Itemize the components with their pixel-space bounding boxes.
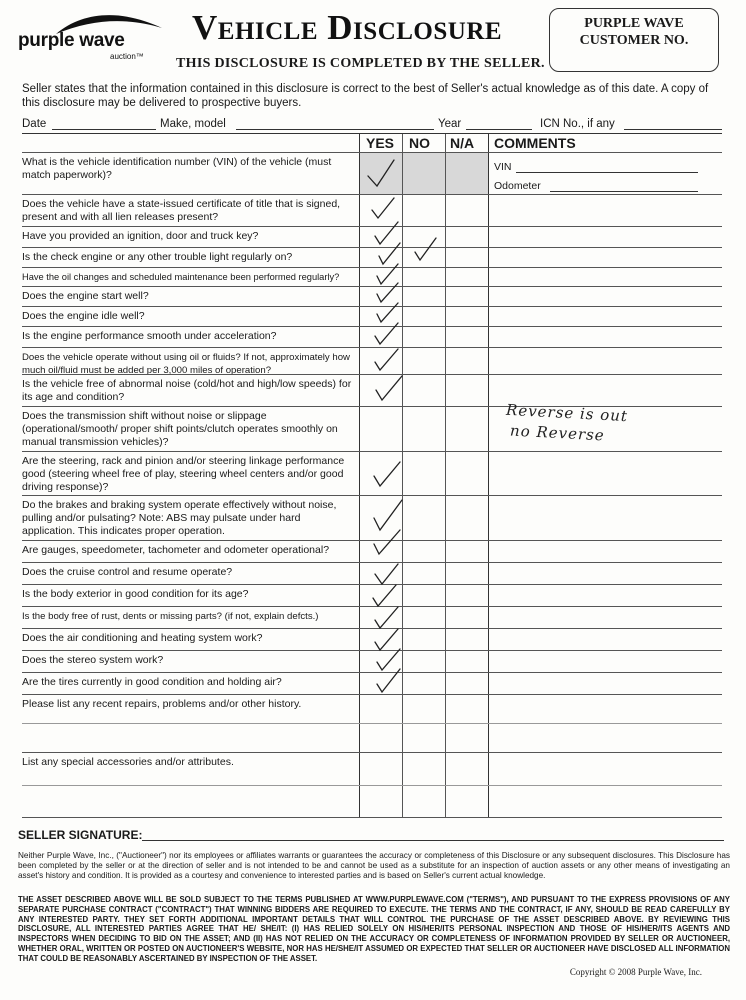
question-text: Does the vehicle operate without using oil or fluids? If not, approximately how much oil/fluid must be added per 3,000 miles of operation?: [22, 352, 350, 376]
question-text: Does the cruise control and resume operate?: [22, 566, 233, 578]
question-text: Does the transmission shift without noise or slippage (operational/smooth/ proper shift points/clutch operates smoothly on manual transmission vehicles)?: [22, 410, 338, 448]
column-no: NO: [409, 135, 430, 151]
header-fields: [22, 118, 722, 134]
question-text: Please list any recent repairs, problems and/or other history.: [22, 698, 302, 710]
question-text: Is the engine performance smooth under acceleration?: [22, 330, 277, 342]
handwritten-comment-line1: Reverse is out: [505, 400, 629, 426]
customer-box-line2: CUSTOMER NO.: [579, 33, 689, 48]
column-yes: YES: [366, 135, 395, 151]
odometer-label: Odometer: [494, 180, 541, 192]
checkmark-icon: [372, 372, 406, 406]
odometer-field[interactable]: [550, 191, 698, 192]
disclaimer-text: Neither Purple Wave, Inc., ("Auctioneer") nor its employees or affiliates warrants or guarantees the accuracy or completeness of this Disclosure or any subsequent disclosures. This Disclosure has been completed by the seller or at the direction of seller and is not intended to be and cannot be used as a substitute for an inspection of auction assets or any other means of investigating an asset's history and condition. It is provided as a courtesy and convenience to interested parties and is based on Seller's current actual knowledge.: [18, 851, 730, 880]
question-text: Is the check engine or any other trouble light regularly on?: [22, 251, 293, 263]
logo-sub: auction™: [110, 52, 144, 61]
logo-wordmark: purple wave: [18, 30, 125, 51]
question-text: List any special accessories and/or attributes.: [22, 756, 234, 768]
seller-signature-label: SELLER SIGNATURE:: [18, 828, 143, 842]
question-text: What is the vehicle identification number (VIN) of the vehicle (must match paperwork)?: [22, 156, 332, 181]
question-row: [22, 267, 722, 286]
intro-statement: Seller states that the information contained in this disclosure is correct to the best of Seller's actual knowledge as of this date. A copy of this disclosure may be delivered to prospective buyers.: [22, 83, 709, 109]
question-row: [22, 247, 722, 267]
question-text: Does the air conditioning and heating system work?: [22, 632, 263, 644]
question-text: Have you provided an ignition, door and truck key?: [22, 230, 259, 242]
customer-box-line1: PURPLE WAVE: [584, 16, 684, 31]
question-text: Is the vehicle free of abnormal noise (cold/hot and high/low speeds) for its age and condition?: [22, 378, 352, 403]
page-title: Vehicle Disclosure: [192, 8, 503, 47]
table-header-row: [22, 133, 722, 152]
customer-number-box[interactable]: [549, 8, 719, 72]
vin-field[interactable]: [516, 172, 698, 173]
purple-wave-logo: [14, 14, 164, 62]
checkmark-icon: [364, 156, 398, 190]
date-label: Date: [22, 118, 47, 130]
copyright: Copyright © 2008 Purple Wave, Inc.: [569, 967, 702, 977]
column-na: N/A: [450, 135, 475, 151]
history-line[interactable]: [22, 723, 722, 724]
question-text: Does the engine idle well?: [22, 310, 145, 322]
question-text: Do the brakes and braking system operate effectively without noise, pulling and/or pulsating? Note: ABS may pulsate under hard application. This indicates proper operation.: [22, 499, 337, 537]
checkmark-icon: [412, 234, 440, 264]
question-text: Does the stereo system work?: [22, 654, 164, 666]
checkmark-icon: [374, 666, 404, 696]
year-label: Year: [438, 118, 462, 130]
question-text: Is the body free of rust, dents or missing parts? (if not, explain defcts.): [22, 611, 319, 622]
icn-field[interactable]: [624, 129, 722, 130]
checkmark-icon: [370, 458, 404, 492]
make-model-label: Make, model: [160, 118, 226, 130]
question-text: Have the oil changes and scheduled maintenance been performed regularly?: [22, 272, 340, 282]
icn-label: ICN No., if any: [540, 118, 615, 130]
accessories-line[interactable]: [22, 785, 722, 786]
make-model-field[interactable]: [236, 129, 434, 130]
vin-label: VIN: [494, 161, 512, 173]
date-field[interactable]: [52, 129, 156, 130]
question-text: Does the engine start well?: [22, 290, 149, 302]
question-text: Are the steering, rack and pinion and/or steering linkage performance good (steering wheel free of play, steering wheel centers and/or good driving response)?: [22, 455, 345, 493]
question-text: Are the tires currently in good condition and holding air?: [22, 676, 282, 688]
seller-signature-field[interactable]: [142, 840, 724, 841]
question-row: [22, 286, 722, 306]
question-text: Is the body exterior in good condition for its age?: [22, 588, 249, 600]
column-comments: COMMENTS: [494, 135, 576, 151]
year-field[interactable]: [466, 129, 532, 130]
handwritten-comment-line2: no Reverse: [509, 421, 606, 445]
checkmark-icon: [372, 320, 402, 348]
page-subtitle: THIS DISCLOSURE IS COMPLETED BY THE SELLER.: [176, 56, 545, 71]
legal-terms-text: THE ASSET DESCRIBED ABOVE WILL BE SOLD SUBJECT TO THE TERMS PUBLISHED AT WWW.PURPLEWAVE.COM ("TERMS"), AND PURSUANT TO THE EXPRESS PROVISIONS OF ANY SEPARATE PURCHASE CONTRACT ("CONTRACT") THAT WINNING BIDDERS ARE REQUIRED TO EXECUTE. THE TERMS AND THE CONTRACT, IF ANY, SHOULD BE READ CAREFULLY BY ANY INTERESTED PARTY. THEY SET FORTH ADDITIONAL IMPORTANT DETAILS THAT WILL CONTROL THE PURCHASE OF THE ASSET DESCRIBED ABOVE. BY REVIEWING THIS DISCLOSURE, ALL INTERESTED PARTIES AGREE THAT HE/ SHE/IT: (I) HAS RELIED SOLELY ON HIS/HER/ITS PERSONAL INSPECTION AND THOSE OF HIS/HER/ITS AGENTS AND INSPECTORS WHEN DECIDING TO BID ON THE ASSET; AND (II) HAS NOT RELIED ON THE ACCURACY OR COMPLETENESS OF INFORMATION PROVIDED BY SELLER OR AUCTIONEER, WHETHER ORAL, WRITTEN OR POSTED ON AUCTIONEER'S WEBSITE, NOR HAS HE/SHE/IT ASSUMED OR EXPECTED THAT SELLER OR AUCTIONEER HAVE DISCLOSED ALL INFORMATION THAT COULD BE REASONABLY ASCERTAINED BY INSPECTION OF THE ASSET.: [18, 895, 730, 963]
checkmark-icon: [372, 346, 402, 374]
question-row: [22, 672, 722, 694]
checkmark-icon: [370, 526, 404, 558]
question-text: Are gauges, speedometer, tachometer and odometer operational?: [22, 544, 330, 556]
question-text: Does the vehicle have a state-issued certificate of title that is signed, present and with all lien releases present?: [22, 198, 341, 223]
